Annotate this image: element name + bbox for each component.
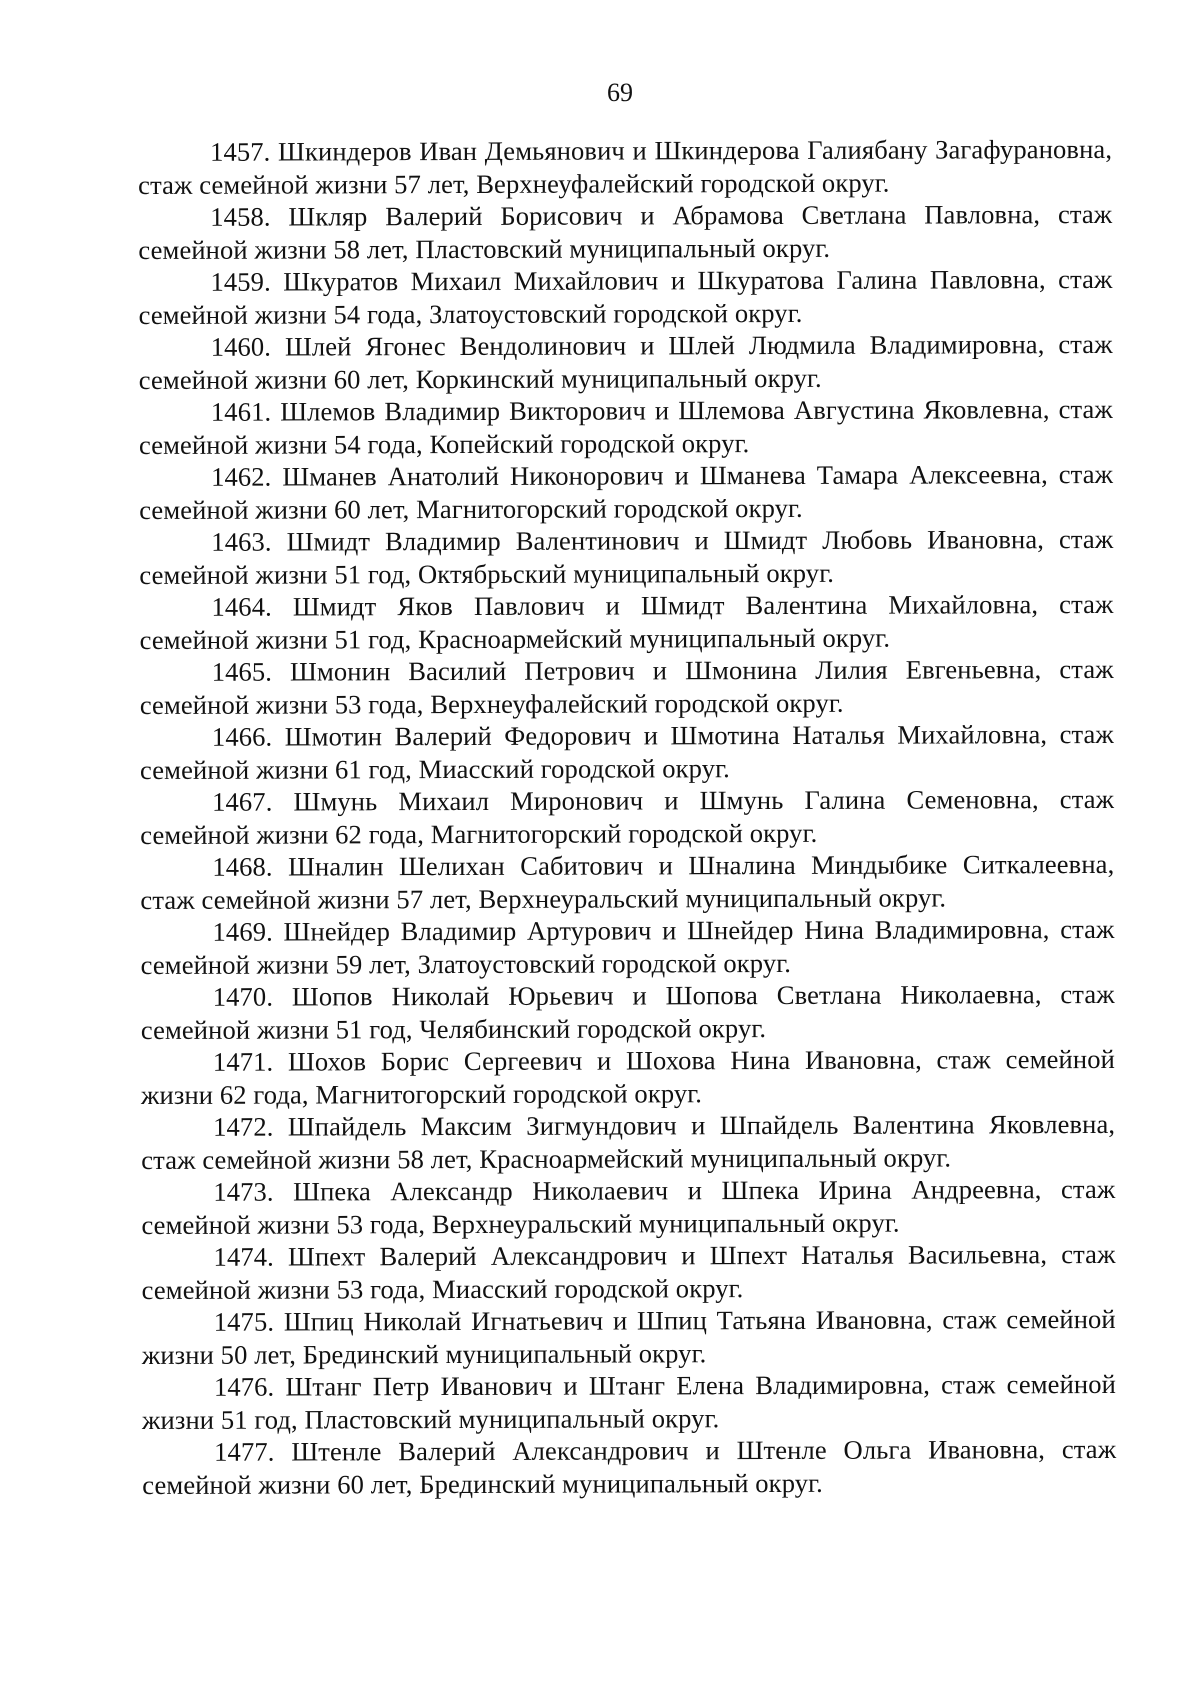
entry-number: 1476. — [213, 1371, 275, 1402]
list-item — [138, 263, 1112, 331]
entry-number: 1463. — [211, 526, 272, 557]
list-item — [140, 718, 1114, 786]
entry-text: Шкуратов Михаил Михайлович и Шкуратова Галина Павловна, стаж семейной жизни 54 года, Златоустовский городской округ. — [138, 263, 1113, 330]
entry-number: 1471. — [212, 1046, 274, 1077]
entry-text: Шналин Шелихан Сабитович и Шналина Миндыбике Ситкалеевна, стаж семейной жизни 57 лет, Верхнеуральский муниципальный округ. — [140, 848, 1115, 915]
list-item — [139, 523, 1113, 591]
entry-number: 1460. — [210, 331, 272, 362]
entry-text: Шлей Ягонес Вендолинович и Шлей Людмила Владимировна, стаж семейной жизни 60 лет, Коркинский муниципальный округ. — [138, 328, 1113, 395]
entry-text: Шмонин Василий Петрович и Шмонина Лилия Евгеньевна, стаж семейной жизни 53 года, Верхнеуфалейский городской округ. — [139, 653, 1114, 720]
entry-text: Шмидт Яков Павлович и Шмидт Валентина Михайловна, стаж семейной жизни 51 год, Красноармейский муниципальный округ. — [139, 588, 1114, 655]
entry-number: 1467. — [212, 786, 273, 817]
list-item — [140, 913, 1114, 981]
entry-text: Шмунь Михаил Миронович и Шмунь Галина Семеновна, стаж семейной жизни 62 года, Магнитогорский городской округ. — [140, 783, 1115, 850]
list-item — [142, 1433, 1116, 1501]
entry-text: Шпехт Валерий Александрович и Шпехт Наталья Васильевна, стаж семейной жизни 53 года, Миасский городской округ. — [141, 1238, 1116, 1305]
entry-number: 1462. — [211, 461, 272, 492]
list-item — [141, 1108, 1115, 1176]
list-item — [142, 1368, 1116, 1436]
entry-number: 1472. — [213, 1111, 274, 1142]
entry-number: 1464. — [211, 591, 272, 622]
entry-number: 1469. — [212, 916, 273, 947]
list-item — [140, 848, 1114, 916]
list-item — [142, 1303, 1116, 1371]
list-item — [140, 653, 1114, 721]
entry-text: Шманев Анатолий Никонорович и Шманева Тамара Алексеевна, стаж семейной жизни 60 лет, Магнитогорский городской округ. — [139, 458, 1114, 525]
entry-text: Шмидт Владимир Валентинович и Шмидт Любовь Ивановна, стаж семейной жизни 51 год, Октябрьский муниципальный округ. — [139, 523, 1114, 590]
entry-number: 1457. — [210, 136, 271, 167]
entry-number: 1474. — [213, 1241, 274, 1272]
list-item — [139, 393, 1113, 461]
entry-text: Шпека Александр Николаевич и Шпека Ирина Андреевна, стаж семейной жизни 53 года, Верхнеуральский муниципальный округ. — [141, 1173, 1116, 1240]
entry-number: 1459. — [210, 266, 271, 297]
page-number: 69 — [607, 78, 633, 107]
entry-text: Шкиндеров Иван Демьянович и Шкиндерова Галиябану Загафурановна, стаж семейной жизни 57 лет, Верхнеуфалейский городской округ. — [138, 133, 1113, 200]
list-item — [139, 588, 1113, 656]
list-item — [140, 783, 1114, 851]
entry-text: Шопов Николай Юрьевич и Шопова Светлана Николаевна, стаж семейной жизни 51 год, Челябинский городской округ. — [140, 978, 1115, 1045]
entry-text: Шлемов Владимир Викторович и Шлемова Августина Яковлевна, стаж семейной жизни 54 года, Копейский городской округ. — [138, 393, 1113, 460]
entry-number: 1458. — [210, 201, 271, 232]
entry-number: 1475. — [213, 1306, 275, 1337]
entry-text: Шкляр Валерий Борисович и Абрамова Светлана Павловна, стаж семейной жизни 58 лет, Пластовский муниципальный округ. — [138, 198, 1113, 265]
list-item — [141, 1173, 1115, 1241]
list-item — [141, 978, 1115, 1046]
list-item — [139, 328, 1113, 396]
entry-text: Шохов Борис Сергеевич и Шохова Нина Ивановна, стаж семейной жизни 62 года, Магнитогорский городской округ. — [140, 1043, 1115, 1110]
entry-number: 1477. — [214, 1436, 275, 1467]
entry-list — [138, 133, 1116, 1501]
entry-text: Шнейдер Владимир Артурович и Шнейдер Нина Владимировна, стаж семейной жизни 59 лет, Златоустовский городской округ. — [140, 913, 1115, 980]
entry-text: Шпиц Николай Игнатьевич и Шпиц Татьяна Ивановна, стаж семейной жизни 50 лет, Брединский муниципальный округ. — [141, 1303, 1116, 1370]
entry-text: Шпайдель Максим Зигмундович и Шпайдель Валентина Яковлевна, стаж семейной жизни 58 лет, Красноармейский муниципальный округ. — [141, 1108, 1116, 1175]
list-item — [138, 198, 1112, 266]
entry-number: 1468. — [212, 851, 273, 882]
entry-text: Штенле Валерий Александрович и Штенле Ольга Ивановна, стаж семейной жизни 60 лет, Брединский муниципальный округ. — [142, 1433, 1117, 1500]
entry-number: 1466. — [211, 721, 273, 752]
entry-number: 1465. — [211, 656, 273, 687]
list-item — [138, 133, 1112, 201]
entry-text: Шмотин Валерий Федорович и Шмотина Наталья Михайловна, стаж семейной жизни 61 год, Миасский городской округ. — [139, 718, 1114, 785]
entry-text: Штанг Петр Иванович и Штанг Елена Владимировна, стаж семейной жизни 51 год, Пластовский муниципальный округ. — [141, 1368, 1116, 1435]
entry-number: 1470. — [212, 981, 274, 1012]
entry-number: 1473. — [213, 1176, 274, 1207]
list-item — [141, 1238, 1115, 1306]
list-item — [141, 1043, 1115, 1111]
entry-number: 1461. — [210, 396, 272, 427]
list-item — [139, 458, 1113, 526]
